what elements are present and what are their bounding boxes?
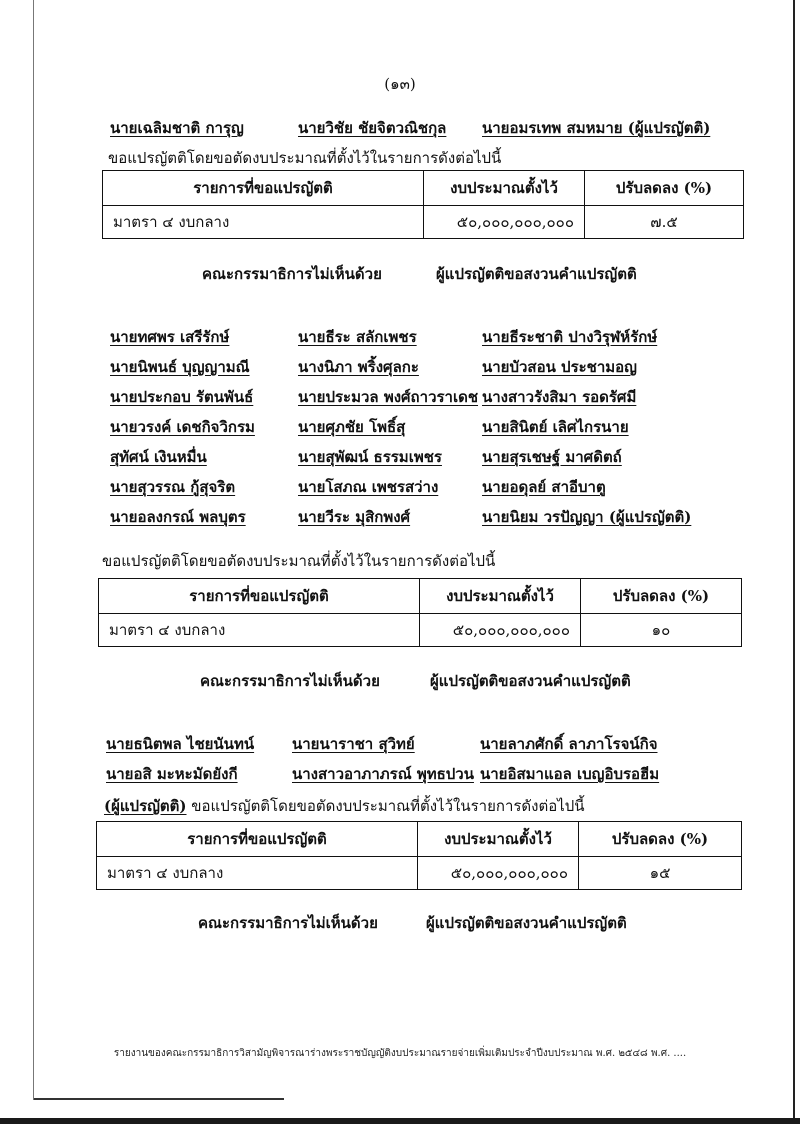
member-name: นายลาภศักดิ์ ลาภาโรจน์กิจ: [480, 735, 658, 753]
header-reduction: ปรับลดลง (%): [579, 822, 742, 857]
header-item: รายการที่ขอแปรญัตติ: [103, 171, 424, 206]
member-name: นายอลงกรณ์ พลบุตร: [110, 508, 246, 526]
member-row: [0, 116, 800, 146]
amendment-table-3: [96, 821, 742, 890]
amendment-intro-2: ขอแปรญัตติโดยขอตัดงบประมาณที่ตั้งไว้ในรายการดังต่อไปนี้: [102, 552, 496, 570]
member-name: นายประมวล พงศ์ถาวราเดช: [298, 388, 479, 406]
amendment-intro-3: [104, 794, 585, 818]
scan-artifact-line: [34, 1098, 284, 1100]
member-list-1: [0, 116, 800, 146]
cell-reduction: ๑๕: [579, 857, 742, 890]
member-name: นายเฉลิมชาติ การุญ: [110, 119, 244, 137]
member-name: นายอดุลย์ สาอีบาตู: [482, 478, 606, 496]
member-list-2: [0, 325, 800, 535]
member-name: นายนิพนธ์ บุญญามณี: [110, 358, 250, 376]
header-budget: งบประมาณตั้งไว้: [418, 822, 579, 857]
table-header-row: [103, 171, 744, 206]
member-name: นายนาราชา สุวิทย์: [292, 735, 415, 753]
member-name: นายอสิ มะหะมัดยังกี: [106, 765, 238, 783]
member-row: [0, 732, 800, 762]
cell-item: มาตรา ๔ งบกลาง: [103, 206, 424, 239]
member-list-3: [0, 732, 800, 792]
member-name: นายนิยม วรปัญญา (ผู้แปรญัตติ): [482, 508, 692, 526]
member-name: นางสาวรังสิมา รอดรัศมี: [482, 388, 637, 406]
member-row: [0, 355, 800, 385]
member-name: นายสุรเชษฐ์ มาศดิตถ์: [482, 448, 622, 466]
committee-vote: คณะกรรมาธิการไม่เห็นด้วย: [202, 265, 382, 283]
member-name: นายวรงค์ เดชกิจวิกรม: [110, 418, 255, 436]
table-header-row: [99, 579, 742, 614]
reservation-note: ผู้แปรญัตติขอสงวนคำแปรญัตติ: [430, 672, 631, 690]
reservation-note: ผู้แปรญัตติขอสงวนคำแปรญัตติ: [436, 265, 637, 283]
cell-budget: ๕๐,๐๐๐,๐๐๐,๐๐๐: [418, 857, 579, 890]
member-name: นายสุพัฒน์ ธรรมเพชร: [298, 448, 442, 466]
cell-budget: ๕๐,๐๐๐,๐๐๐,๐๐๐: [420, 614, 581, 647]
reservation-note: ผู้แปรญัตติขอสงวนคำแปรญัตติ: [426, 914, 627, 932]
member-name: นายธนิตพล ไชยนันทน์: [106, 735, 255, 753]
scan-edge-left: [33, 0, 34, 1100]
member-name: นายประกอบ รัตนพันธ์: [110, 388, 254, 406]
header-item: รายการที่ขอแปรญัตติ: [97, 822, 418, 857]
member-name: นายสุวรรณ กู้สุจริต: [110, 478, 236, 496]
member-name: นายสินิตย์ เลิศไกรนาย: [482, 418, 629, 436]
member-name: สุทัศน์ เงินหมื่น: [110, 448, 207, 466]
committee-vote: คณะกรรมาธิการไม่เห็นด้วย: [200, 672, 380, 690]
cell-reduction: ๗.๕: [585, 206, 744, 239]
intro-text: ขอแปรญัตติโดยขอตัดงบประมาณที่ตั้งไว้ในรายการดังต่อไปนี้: [191, 797, 585, 815]
member-name: นายวิชัย ชัยจิตวณิชกุล: [298, 119, 447, 137]
report-footer: รายงานของคณะกรรมาธิการวิสามัญพิจารณาร่างพระราชบัญญัติงบประมาณรายจ่ายเพิ่มเติมประจำปีงบประมาณ พ.ศ. ๒๕๔๘ พ.ศ. ....: [113, 1048, 687, 1059]
member-name: นายวีระ มุสิกพงศ์: [298, 508, 411, 526]
member-name: นายศุภชัย โพธิ์สุ: [298, 418, 406, 436]
cell-reduction: ๑๐: [581, 614, 742, 647]
committee-vote: คณะกรรมาธิการไม่เห็นด้วย: [198, 914, 378, 932]
header-budget: งบประมาณตั้งไว้: [424, 171, 585, 206]
header-reduction: ปรับลดลง (%): [585, 171, 744, 206]
table-row: [99, 614, 742, 647]
table-row: [103, 206, 744, 239]
member-row: [0, 445, 800, 475]
member-name: นางสาวอาภาภรณ์ พุทธปวน: [292, 765, 474, 783]
member-row: [0, 762, 800, 792]
page-number: (๑๓): [384, 75, 416, 93]
scan-edge-right: [793, 0, 795, 1124]
cell-item: มาตรา ๔ งบกลาง: [97, 857, 418, 890]
cell-item: มาตรา ๔ งบกลาง: [99, 614, 420, 647]
member-name: นายธีระ สลักเพชร: [298, 328, 417, 346]
member-name: นายบัวสอน ประชามอญ: [482, 358, 637, 376]
member-name: นายโสภณ เพชรสว่าง: [298, 478, 439, 496]
member-row: [0, 415, 800, 445]
member-name: นายอิสมาแอล เบญอิบรอฮีม: [480, 765, 660, 783]
amendment-table-1: [102, 170, 744, 239]
header-reduction: ปรับลดลง (%): [581, 579, 742, 614]
member-row: [0, 475, 800, 505]
scan-edge-bottom: [0, 1118, 800, 1124]
member-name: นายธีระชาติ ปางวิรุฬห์รักษ์: [482, 328, 658, 346]
table-header-row: [97, 822, 742, 857]
member-row: [0, 505, 800, 535]
mover-label: (ผู้แปรญัตติ): [104, 797, 187, 815]
amendment-intro-1: ขอแปรญัตติโดยขอตัดงบประมาณที่ตั้งไว้ในรายการดังต่อไปนี้: [108, 149, 502, 167]
member-name: นายทศพร เสรีรักษ์: [110, 328, 230, 346]
member-row: [0, 385, 800, 415]
member-name: นางนิภา พริ้งศุลกะ: [298, 358, 419, 376]
header-item: รายการที่ขอแปรญัตติ: [99, 579, 420, 614]
table-row: [97, 857, 742, 890]
header-budget: งบประมาณตั้งไว้: [420, 579, 581, 614]
member-name: นายอมรเทพ สมหมาย (ผู้แปรญัตติ): [482, 119, 711, 137]
amendment-table-2: [98, 578, 742, 647]
member-row: [0, 325, 800, 355]
cell-budget: ๕๐,๐๐๐,๐๐๐,๐๐๐: [424, 206, 585, 239]
